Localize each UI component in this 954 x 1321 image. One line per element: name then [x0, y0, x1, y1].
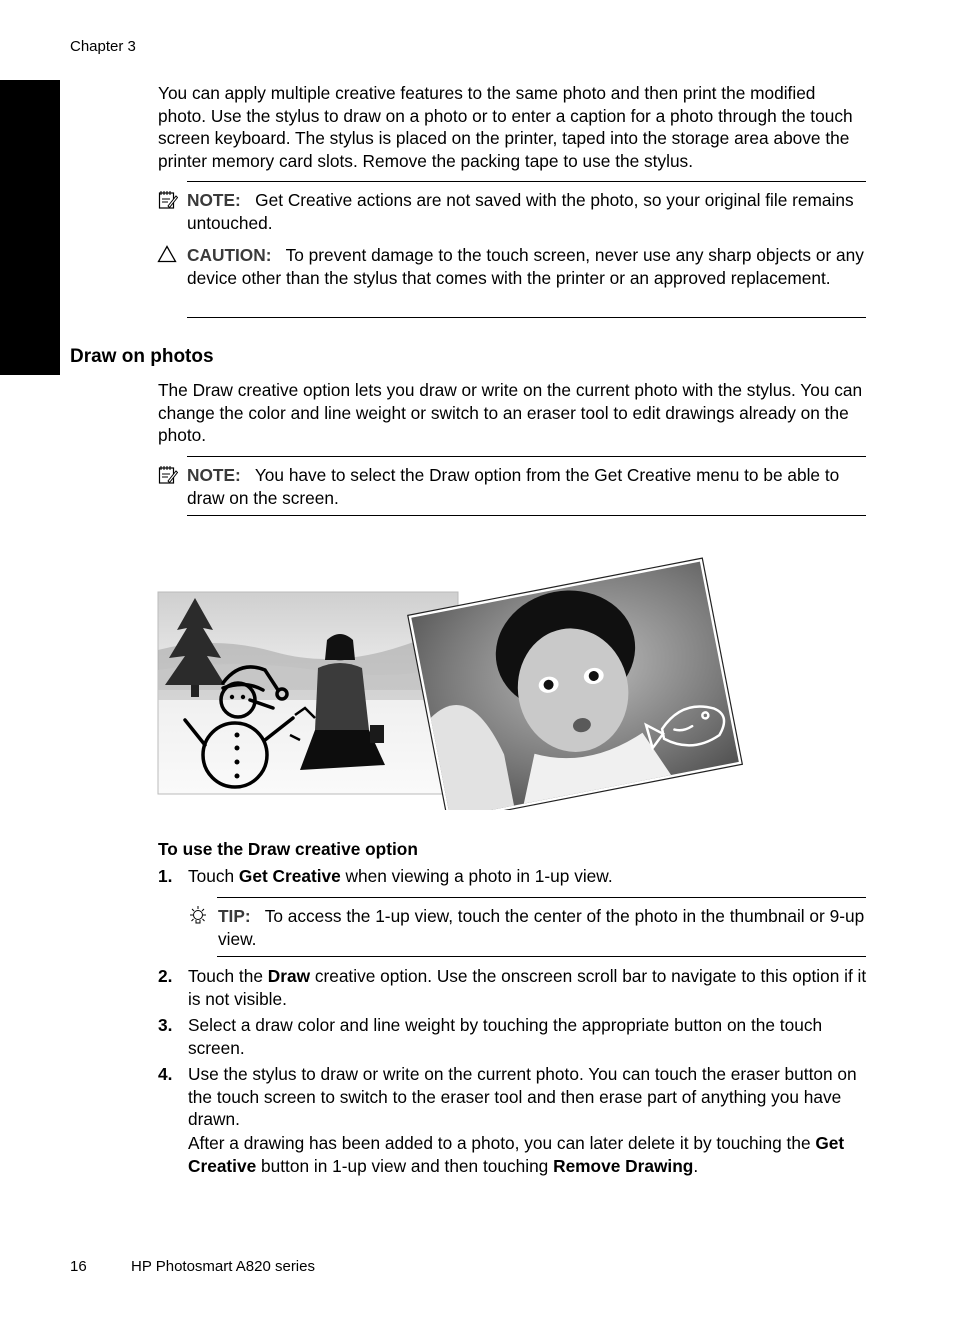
- tip-text: To access the 1-up view, touch the center of the photo in the thumbnail or 9-up view.: [218, 906, 865, 949]
- note-icon: [158, 465, 178, 490]
- tip-bottom-rule: [217, 956, 866, 957]
- note-top-rule: [187, 181, 866, 182]
- caution-label: CAUTION:: [187, 245, 272, 265]
- note-bottom-rule: [187, 515, 866, 516]
- note-label: NOTE:: [187, 190, 241, 210]
- language-side-tab: [0, 80, 60, 439]
- step-number: 1.: [158, 866, 173, 886]
- step-number: 4.: [158, 1064, 173, 1084]
- lightbulb-icon: [187, 905, 209, 932]
- chapter-label: Chapter 3: [70, 38, 136, 55]
- note-label: NOTE:: [187, 465, 241, 485]
- note-text: You have to select the Draw option from the Get Creative menu to be able to draw on the screen.: [187, 465, 840, 508]
- tip-note: [218, 905, 868, 950]
- tip-top-rule: [217, 897, 866, 898]
- caution-note: [187, 244, 872, 289]
- note-icon: [158, 190, 178, 215]
- note-text: Get Creative actions are not saved with the photo, so your original file remains untouched.: [187, 190, 854, 233]
- tip-label: TIP:: [218, 906, 251, 926]
- section-heading: Draw on photos: [70, 346, 214, 367]
- step-4-followup: After a drawing has been added to a photo, you can later delete it by touching the Get Creative button in 1-up view and then touching Remove Drawing.: [188, 1133, 845, 1176]
- step-number: 3.: [158, 1015, 173, 1035]
- note-2: [187, 464, 867, 509]
- draw-example-illustration: [155, 540, 755, 810]
- step-2: Touch the Draw creative option. Use the onscreen scroll bar to navigate to this option if it is not visible.: [188, 966, 867, 1009]
- note-top-rule: [187, 456, 866, 457]
- note-1: [187, 189, 867, 234]
- intro-paragraph: You can apply multiple creative features to the same photo and then print the modified photo. Use the stylus to draw on a photo or to enter a caption for a photo through the touch screen keyboard. The stylus is placed on the printer, taped into the storage area above the printer memory card slots. Remove the packing tape to use the stylus.: [158, 83, 853, 171]
- step-3: Select a draw color and line weight by touching the appropriate button on the touch screen.: [188, 1015, 823, 1058]
- footer-title: HP Photosmart A820 series: [131, 1258, 315, 1275]
- caution-text: To prevent damage to the touch screen, never use any sharp objects or any device other than the stylus that comes with the printer or an approved replacement.: [187, 245, 864, 288]
- step-4: Use the stylus to draw or write on the current photo. You can touch the eraser button on the touch screen to switch to the eraser tool and then erase part of anything you have drawn.: [188, 1064, 857, 1129]
- section-paragraph: The Draw creative option lets you draw or write on the current photo with the stylus. You can change the color and line weight or switch to an eraser tool to edit drawings already on the photo.: [158, 380, 863, 445]
- caution-triangle-icon: [157, 245, 177, 268]
- step-1: Touch Get Creative when viewing a photo in 1-up view.: [188, 866, 613, 886]
- page-number: 16: [70, 1258, 87, 1275]
- step-number: 2.: [158, 966, 173, 986]
- caution-bottom-rule: [187, 317, 866, 318]
- side-tab-label: English: [28, 388, 44, 439]
- procedure-heading: To use the Draw creative option: [158, 839, 418, 859]
